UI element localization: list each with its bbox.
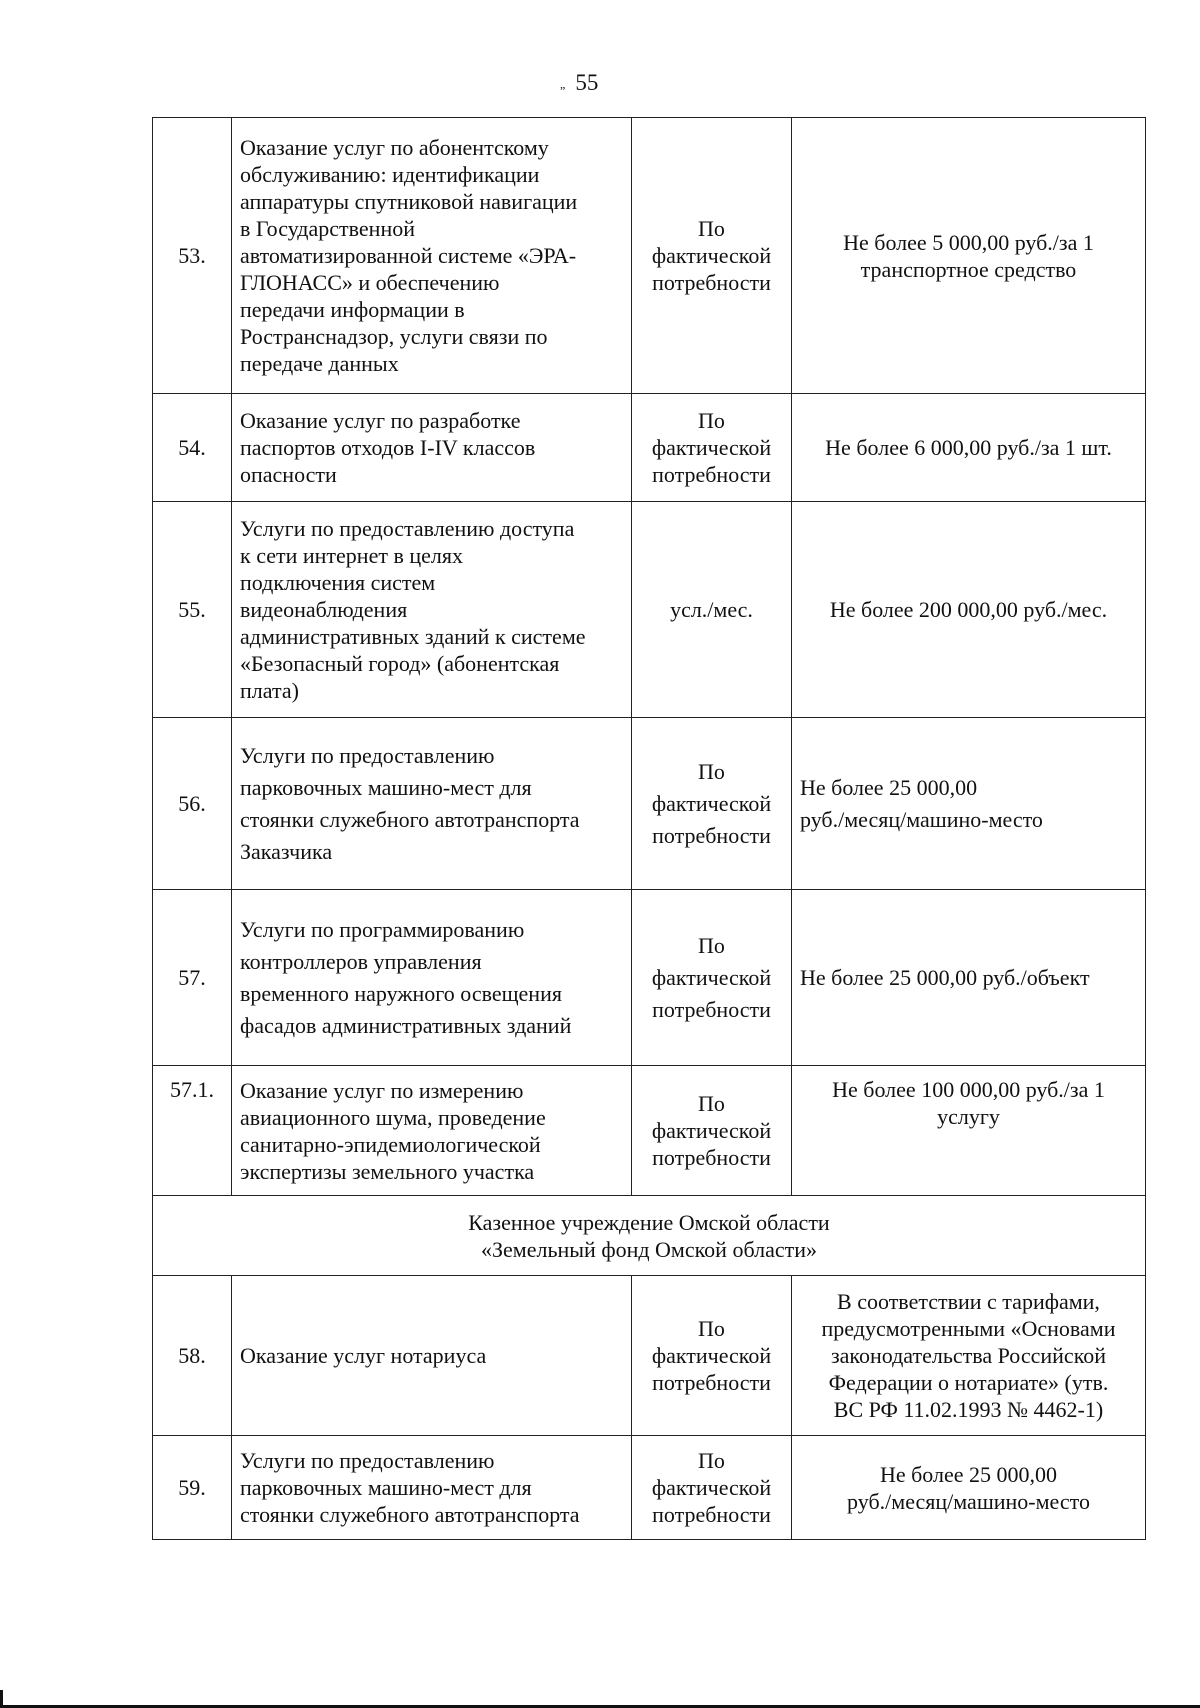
unit-of-measure: По фактической потребности bbox=[632, 394, 792, 502]
section-header-row bbox=[153, 1196, 1146, 1276]
price-limit: В соответствии с тарифами, предусмотренными «Основами законодательства Российской Федерации о нотариате» (утв. ВС РФ 11.02.1993 № 4462-1) bbox=[792, 1276, 1146, 1436]
table-row bbox=[153, 394, 1146, 502]
price-limit: Не более 5 000,00 руб./за 1 транспортное средство bbox=[792, 118, 1146, 394]
price-limit: Не более 100 000,00 руб./за 1 услугу bbox=[792, 1066, 1146, 1196]
service-name: Оказание услуг по абонентскому обслуживанию: идентификации аппаратуры спутниковой навигации в Государственной автоматизированной системе «ЭРА- ГЛОНАСС» и обеспечению передачи информации в Ространснадзор, услуги связи по передаче данных bbox=[232, 118, 632, 394]
price-limit: Не более 6 000,00 руб./за 1 шт. bbox=[792, 394, 1146, 502]
row-number: 53. bbox=[153, 118, 232, 394]
table-row bbox=[153, 118, 1146, 394]
service-name: Оказание услуг нотариуса bbox=[232, 1276, 632, 1436]
unit-of-measure: По фактической потребности bbox=[632, 890, 792, 1066]
unit-of-measure: По фактической потребности bbox=[632, 1276, 792, 1436]
price-limit: Не более 25 000,00 руб./объект bbox=[792, 890, 1146, 1066]
row-number: 57.1. bbox=[153, 1066, 232, 1196]
unit-of-measure: По фактической потребности bbox=[632, 1066, 792, 1196]
table-row bbox=[153, 718, 1146, 890]
price-limit: Не более 25 000,00 руб./месяц/машино-место bbox=[792, 1436, 1146, 1540]
page-number-value: 55 bbox=[575, 70, 599, 95]
service-name: Оказание услуг по разработке паспортов отходов I-IV классов опасности bbox=[232, 394, 632, 502]
table-row bbox=[153, 1276, 1146, 1436]
row-number: 55. bbox=[153, 502, 232, 718]
table-row bbox=[153, 502, 1146, 718]
row-number: 54. bbox=[153, 394, 232, 502]
page-number bbox=[560, 70, 598, 96]
services-table bbox=[152, 117, 1146, 1540]
service-name: Услуги по программированию контроллеров управления временного наружного освещения фасадов административных зданий bbox=[232, 890, 632, 1066]
row-number: 58. bbox=[153, 1276, 232, 1436]
scan-mark: „ bbox=[560, 77, 566, 92]
section-title: Казенное учреждение Омской области «Земельный фонд Омской области» bbox=[153, 1196, 1146, 1276]
row-number: 59. bbox=[153, 1436, 232, 1540]
unit-of-measure: По фактической потребности bbox=[632, 1436, 792, 1540]
price-limit: Не более 25 000,00 руб./месяц/машино-место bbox=[792, 718, 1146, 890]
service-name: Услуги по предоставлению парковочных машино-мест для стоянки служебного автотранспорта Заказчика bbox=[232, 718, 632, 890]
price-limit: Не более 200 000,00 руб./мес. bbox=[792, 502, 1146, 718]
unit-of-measure: По фактической потребности bbox=[632, 718, 792, 890]
service-name: Услуги по предоставлению парковочных машино-мест для стоянки служебного автотранспорта bbox=[232, 1436, 632, 1540]
table-row bbox=[153, 1066, 1146, 1196]
table-row bbox=[153, 1436, 1146, 1540]
unit-of-measure: усл./мес. bbox=[632, 502, 792, 718]
table-row bbox=[153, 890, 1146, 1066]
service-name: Услуги по предоставлению доступа к сети интернет в целях подключения систем видеонаблюдения административных зданий к системе «Безопасный город» (абонентская плата) bbox=[232, 502, 632, 718]
service-name: Оказание услуг по измерению авиационного шума, проведение санитарно-эпидемиологической экспертизы земельного участка bbox=[232, 1066, 632, 1196]
row-number: 56. bbox=[153, 718, 232, 890]
unit-of-measure: По фактической потребности bbox=[632, 118, 792, 394]
row-number: 57. bbox=[153, 890, 232, 1066]
